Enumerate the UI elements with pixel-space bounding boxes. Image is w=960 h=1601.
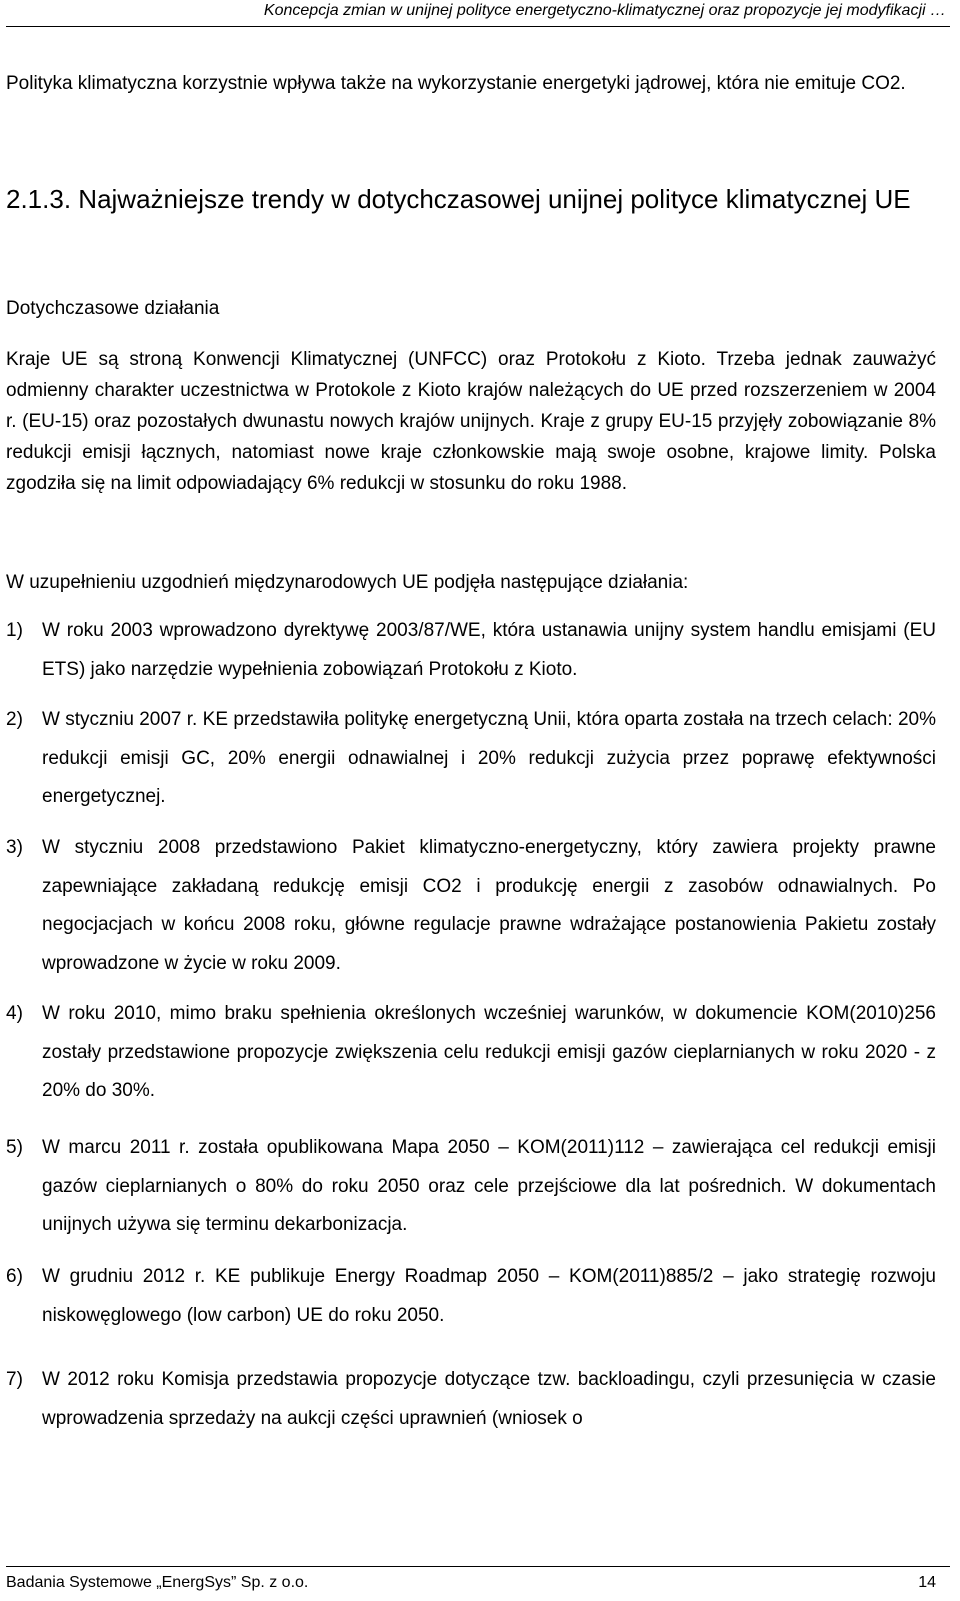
intro-paragraph: Polityka klimatyczna korzystnie wpływa także na wykorzystanie energetyki jądrowej, która nie emituje CO2. [6,73,906,94]
list-item-text: W grudniu 2012 r. KE publikuje Energy Roadmap 2050 – KOM(2011)885/2 – jako strategię rozwoju niskowęglowego (low carbon) UE do roku 2050. [42,1266,936,1326]
list-item [6,829,936,983]
list-item-number: 6) [6,1266,23,1287]
section-title-text: Najważniejsze trendy w dotychczasowej unijnej polityce klimatycznej UE [78,184,911,214]
list-item [6,612,936,689]
section-number: 2.1.3. [6,184,72,214]
list-item-text: W marcu 2011 r. została opublikowana Mapa 2050 – KOM(2011)112 – zawierająca cel redukcji emisji gazów cieplarnianych o 80% do roku 2050 oraz cele przejściowe dla lat pośrednich. W dokumentach unijnych używa się terminu dekarbonizacja. [42,1137,936,1235]
list-item-number: 1) [6,620,23,641]
list-item-text: W roku 2010, mimo braku spełnienia określonych wcześniej warunków, w dokumencie KOM(2010)256 zostały przedstawione propozycje zwiększenia celu redukcji emisji gazów cieplarnianych w roku 2020 - z 20% do 30%. [42,1003,936,1101]
section-title [6,180,936,218]
footer-rule [6,1566,950,1567]
paragraph-1: Kraje UE są stroną Konwencji Klimatycznej (UNFCC) oraz Protokołu z Kioto. Trzeba jednak zauważyć odmienny charakter uczestnictwa w Protokole z Kioto krajów należących do UE przed rozszerzeniem w 2004 r. (EU-15) oraz pozostałych dwunastu nowych krajów unijnych. Kraje z grupy EU-15 przyjęły zobowiązanie 8% redukcji emisji łącznych, natomiast nowe kraje członkowskie mają swoje osobne, krajowe limity. Polska zgodziła się na limit odpowiadający 6% redukcji w stosunku do roku 1988. [6,349,936,494]
subheading: Dotychczasowe działania [6,298,220,319]
running-header: Koncepcja zmian w unijnej polityce energetyczno-klimatycznej oraz propozycje jej modyfikacji … [263,2,946,19]
list-item-number: 7) [6,1369,23,1390]
page-number: 14 [918,1574,936,1591]
list-item [6,1361,936,1438]
list-item-number: 3) [6,837,23,858]
list-item [6,701,936,817]
footer-company: Badania Systemowe „EnergSys” Sp. z o.o. [6,1574,309,1591]
list-item-text: W 2012 roku Komisja przedstawia propozycje dotyczące tzw. backloadingu, czyli przesunięcia w czasie wprowadzenia sprzedaży na aukcji części uprawnień (wniosek o [42,1369,936,1429]
list-item-text: W styczniu 2007 r. KE przedstawiła politykę energetyczną Unii, która oparta została na trzech celach: 20% redukcji emisji GC, 20% energii odnawialnej i 20% redukcji zużycia przez poprawę efektywności energetycznej. [42,709,936,807]
paragraph-2: W uzupełnieniu uzgodnień międzynarodowych UE podjęła następujące działania: [6,572,689,593]
list-item [6,1129,936,1245]
list-item [6,995,936,1111]
list-item-text: W styczniu 2008 przedstawiono Pakiet klimatyczno-energetyczny, który zawiera projekty prawne zapewniające zakładaną redukcję emisji CO2 i produkcję energii z zasobów odnawialnych. Po negocjacjach w końcu 2008 roku, główne regulacje prawne wdrażające postanowienia Pakietu zostały wprowadzone w życie w roku 2009. [42,837,936,974]
list-item-number: 4) [6,1003,23,1024]
list-item-number: 5) [6,1137,23,1158]
list-item [6,1258,936,1335]
list-item-text: W roku 2003 wprowadzono dyrektywę 2003/87/WE, która ustanawia unijny system handlu emisjami (EU ETS) jako narzędzie wypełnienia zobowiązań Protokołu z Kioto. [42,620,936,680]
list-item-number: 2) [6,709,23,730]
header-rule [6,26,950,27]
